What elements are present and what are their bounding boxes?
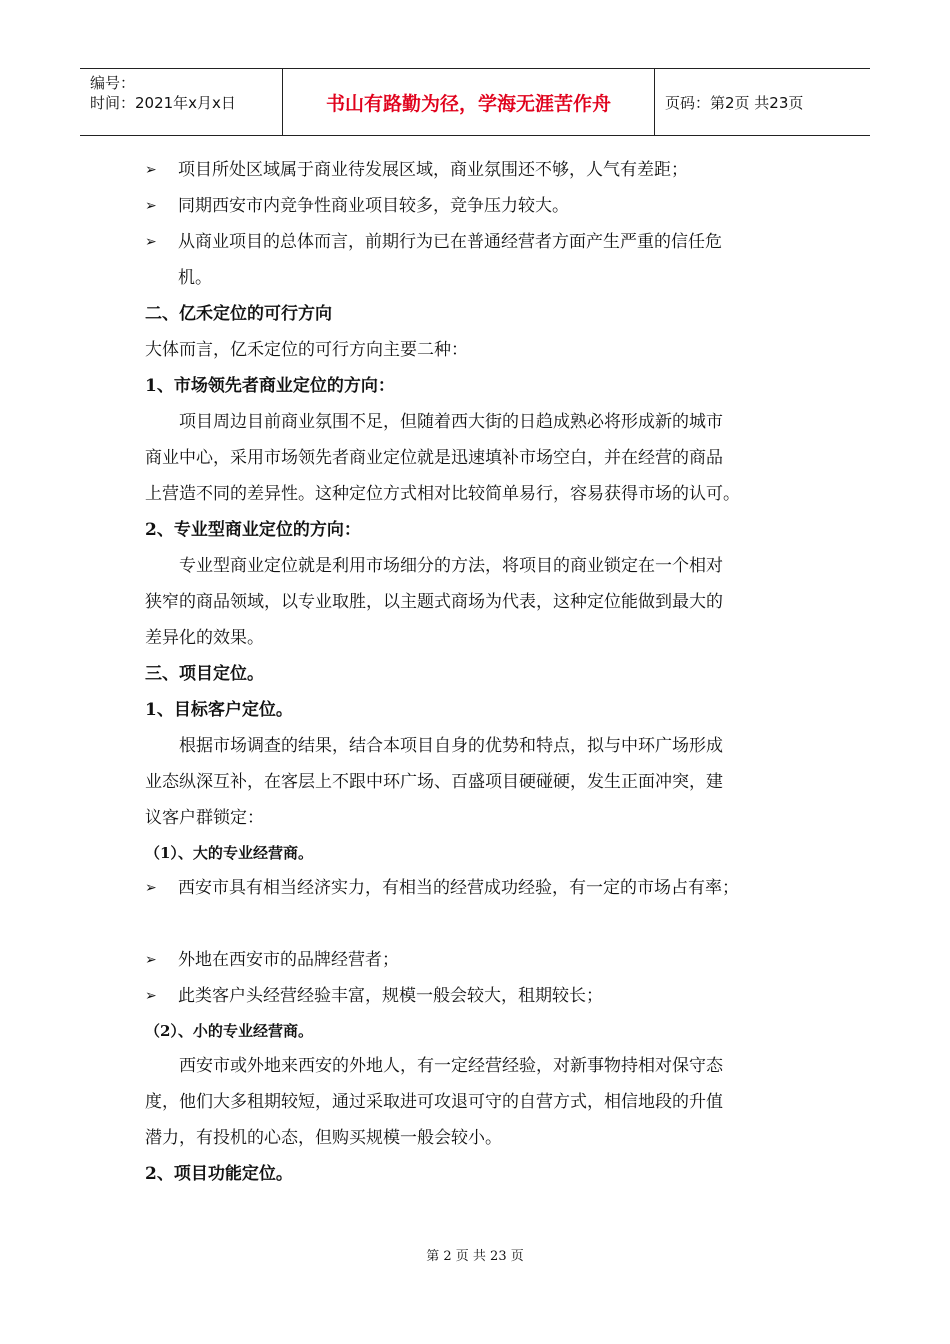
bullet-item: ➢ 西安市具有相当经济实力，有相当的经营成功经验，有一定的市场占有率；	[145, 870, 815, 906]
page-header	[80, 68, 870, 136]
header-page-label: 页码：第2页 共23页	[665, 93, 804, 112]
minor-heading: （2）、小的专业经营商。	[145, 1022, 313, 1040]
arrow-bullet-icon: ➢	[145, 162, 157, 178]
paragraph-line: 议客户群锁定：	[145, 808, 264, 828]
paragraph-line: 狭窄的商品领域，以专业取胜，以主题式商场为代表，这种定位能做到最大的	[145, 592, 723, 612]
bullet-continuation: 机。	[178, 268, 212, 288]
paragraph-line: 商业中心，采用市场领先者商业定位就是迅速填补市场空白，并在经营的商品	[145, 448, 723, 468]
paragraph-line: 项目周边目前商业氛围不足，但随着西大街的日趋成熟必将形成新的城市	[179, 412, 723, 432]
paragraph-line: 度，他们大多租期较短，通过采取进可攻退可守的自营方式，相信地段的升值	[145, 1092, 723, 1112]
arrow-bullet-icon: ➢	[145, 880, 157, 896]
subsection-heading: 2、项目功能定位。	[145, 1164, 293, 1184]
header-meta	[80, 69, 283, 135]
paragraph-line: 上营造不同的差异性。这种定位方式相对比较简单易行，容易获得市场的认可。	[145, 484, 740, 504]
minor-heading: （1）、大的专业经营商。	[145, 844, 313, 862]
header-number-label: 编号：	[90, 74, 136, 92]
blank-line	[145, 906, 815, 942]
bullet-item: ➢ 外地在西安市的品牌经营者；	[145, 942, 815, 978]
arrow-bullet-icon: ➢	[145, 988, 157, 1004]
arrow-bullet-icon: ➢	[145, 234, 157, 250]
header-motto: 书山有路勤为径，学海无涯苦作舟	[283, 69, 655, 135]
section-heading: 二、亿禾定位的可行方向	[145, 304, 332, 324]
paragraph-line: 差异化的效果。	[145, 628, 264, 648]
bullet-item: ➢ 此类客户头经营经验丰富，规模一般会较大，租期较长；	[145, 978, 815, 1014]
section-heading: 三、项目定位。	[145, 664, 264, 684]
subsection-heading: 1、市场领先者商业定位的方向：	[145, 376, 395, 396]
header-date-label: 时间：2021年x月x日	[90, 94, 236, 112]
arrow-bullet-icon: ➢	[145, 952, 157, 968]
paragraph-line: 根据市场调查的结果，结合本项目自身的优势和特点，拟与中环广场形成	[179, 736, 723, 756]
subsection-heading: 2、专业型商业定位的方向：	[145, 520, 361, 540]
bullet-item: ➢ 从商业项目的总体而言，前期行为已在普通经营者方面产生严重的信任危	[145, 224, 815, 260]
document-body	[145, 152, 815, 1192]
paragraph-line: 潜力，有投机的心态，但购买规模一般会较小。	[145, 1128, 502, 1148]
arrow-bullet-icon: ➢	[145, 198, 157, 214]
paragraph-line: 西安市或外地来西安的外地人，有一定经营经验，对新事物持相对保守态	[179, 1056, 723, 1076]
paragraph-line: 业态纵深互补，在客层上不跟中环广场、百盛项目硬碰硬，发生正面冲突，建	[145, 772, 723, 792]
subsection-heading: 1、目标客户定位。	[145, 700, 293, 720]
bullet-item: ➢ 项目所处区域属于商业待发展区域，商业氛围还不够，人气有差距；	[145, 152, 815, 188]
paragraph-line: 专业型商业定位就是利用市场细分的方法，将项目的商业锁定在一个相对	[179, 556, 723, 576]
paragraph: 大体而言，亿禾定位的可行方向主要二种：	[145, 340, 468, 360]
bullet-item: ➢ 同期西安市内竞争性商业项目较多，竞争压力较大。	[145, 188, 815, 224]
page-footer: 第 2 页 共 23 页	[426, 1249, 524, 1264]
